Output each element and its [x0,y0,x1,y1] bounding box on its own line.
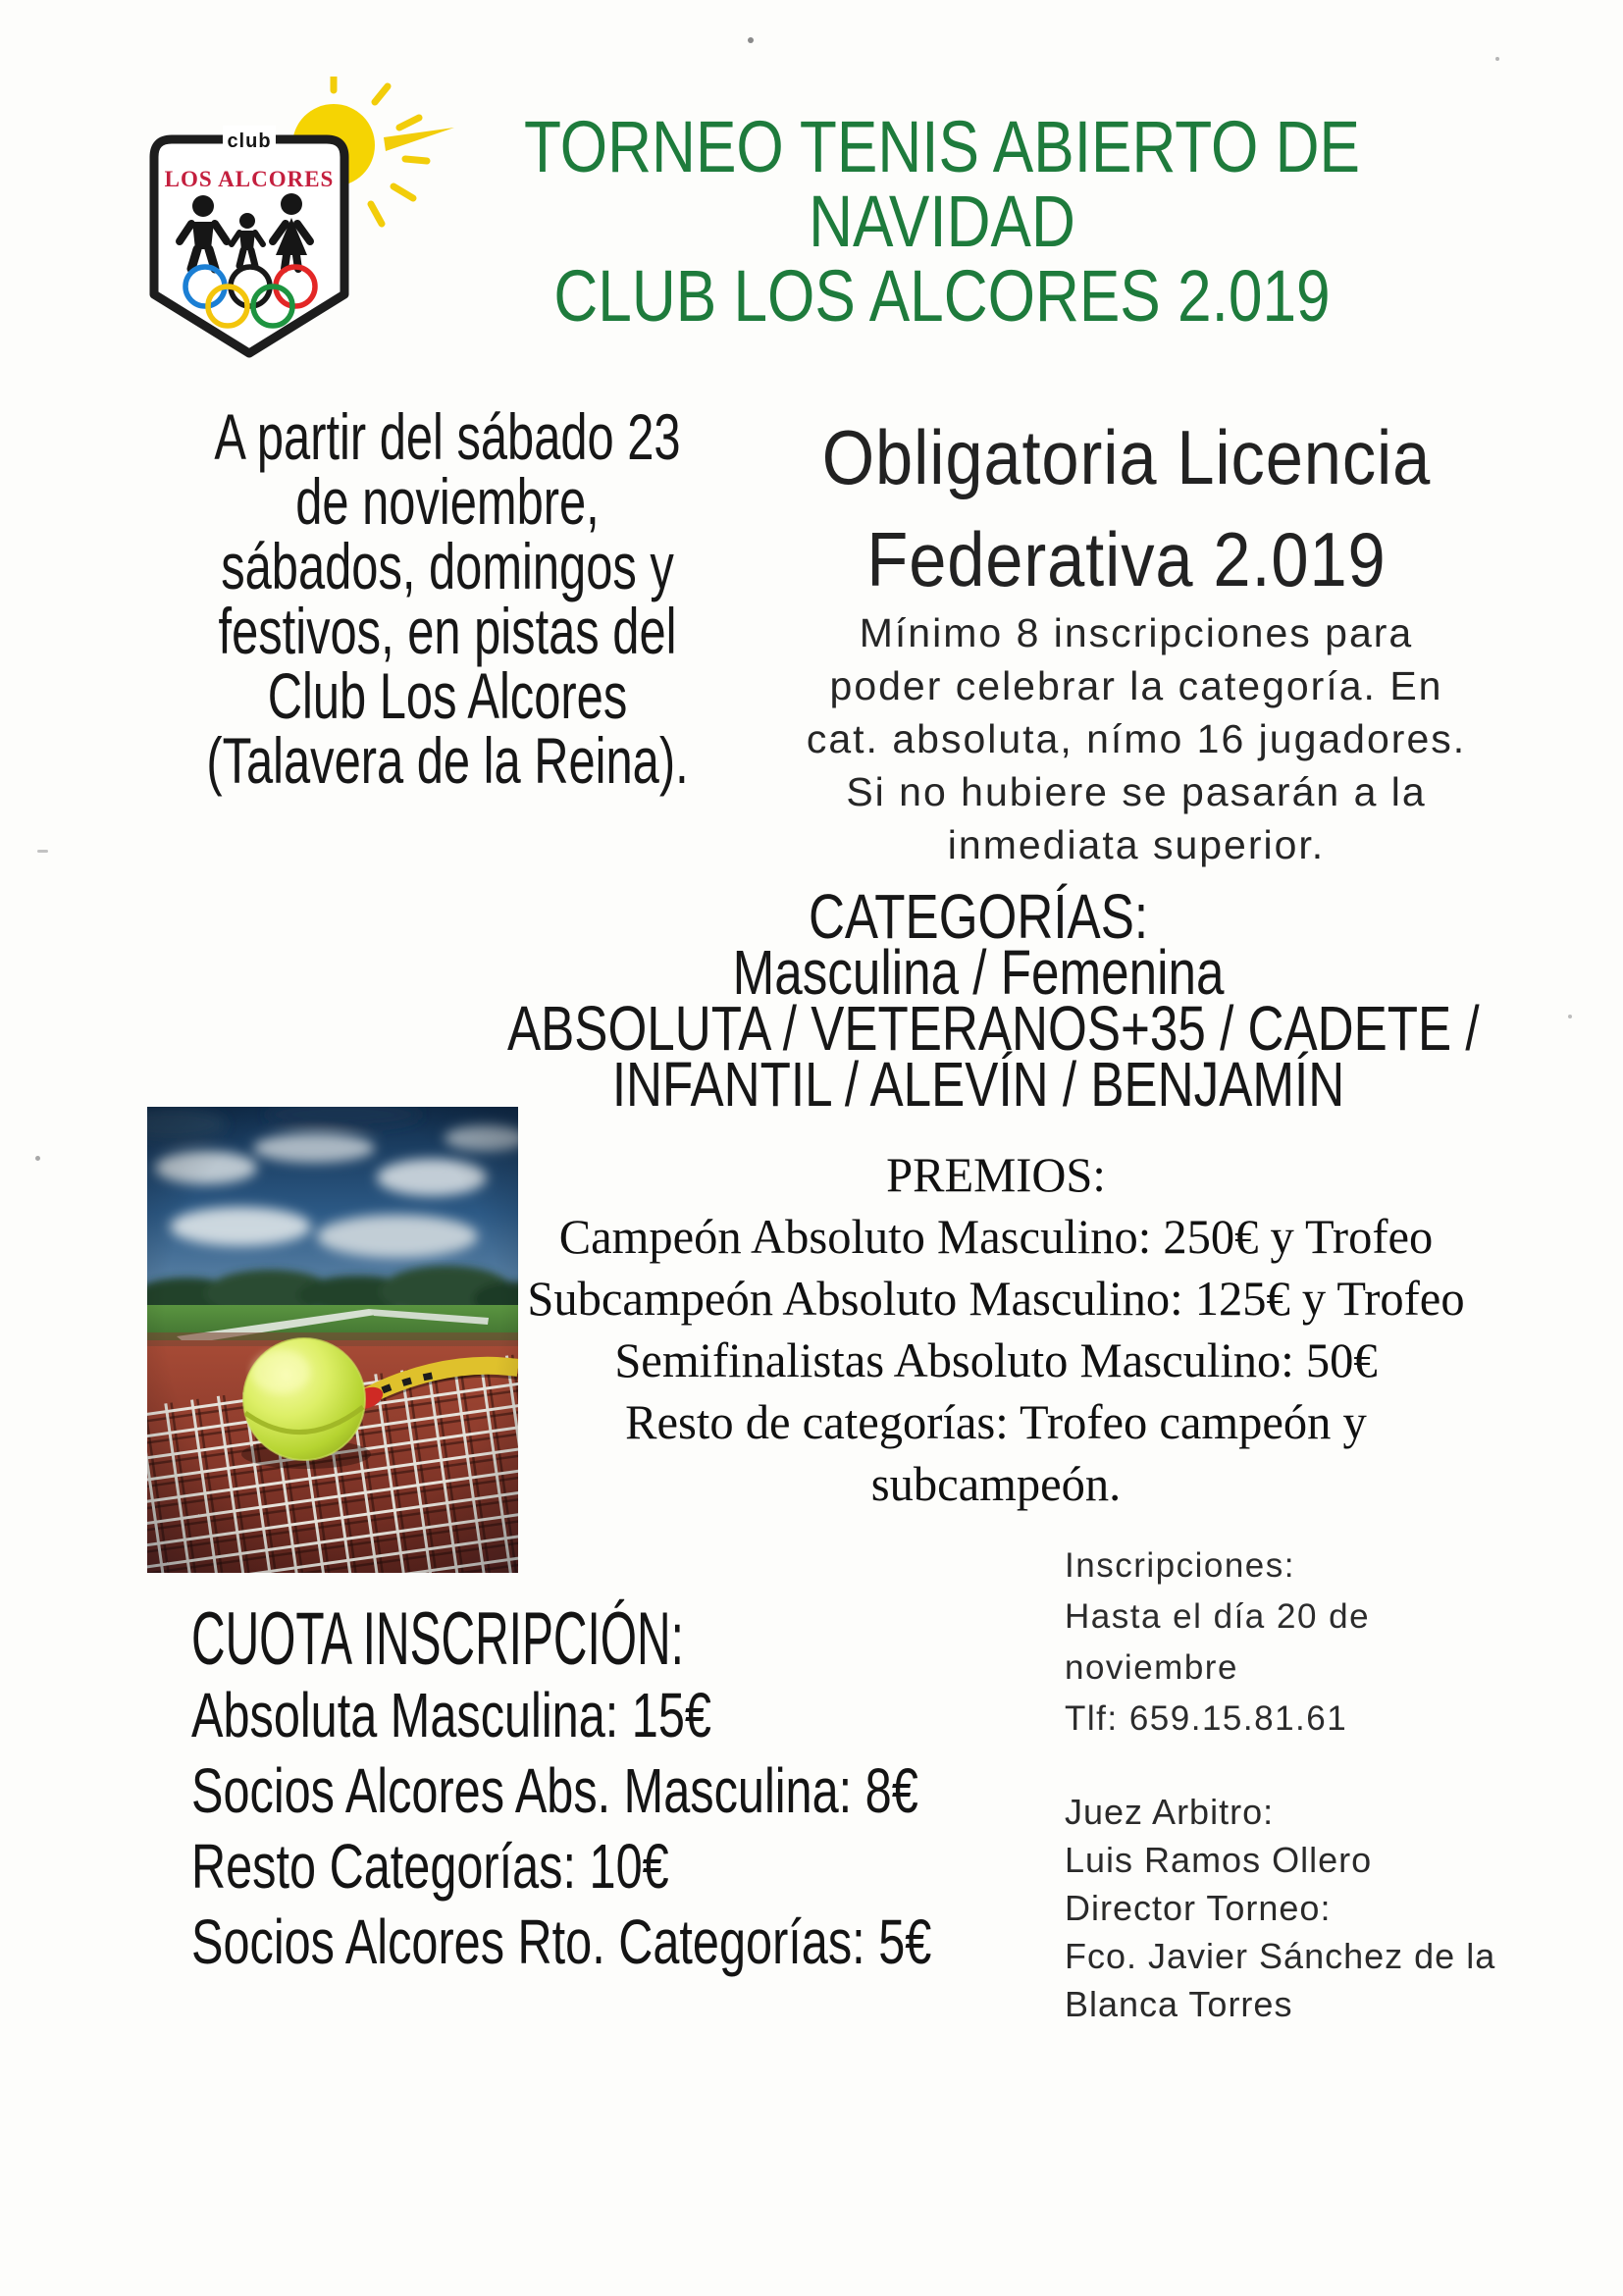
club-name: LOS ALCORES [164,167,335,191]
fee-line: Resto Categorías: 10€ [191,1831,669,1902]
scan-artifact [1495,57,1499,61]
categories-section [507,881,1480,1120]
prize-line: Resto de categorías: Trofeo campeón y [625,1394,1367,1449]
prize-line: Semifinalistas Absoluto Masculino: 50€ [614,1332,1378,1387]
officials-line: Juez Arbitro: [1065,1792,1275,1832]
prize-line: Campeón Absoluto Masculino: 250€ y Trofeo [558,1209,1434,1264]
scan-artifact [748,37,754,43]
license-note-line: Mínimo 8 inscripciones para [859,610,1414,655]
prizes-section [473,1144,1520,1515]
inscriptions-info [1065,1540,1370,1745]
title-line: CLUB LOS ALCORES 2.019 [553,255,1331,337]
categories-line: INFANTIL / ALEVÍN / BENJAMÍN [611,1049,1345,1120]
club-logo [93,77,456,371]
schedule-line: sábados, domingos y [221,530,674,602]
scan-artifact [35,1156,40,1161]
license-note-line: cat. absoluta, nímo 16 jugadores. [806,716,1467,761]
fee-line: Socios Alcores Abs. Masculina: 8€ [191,1755,918,1826]
license-note [744,606,1529,871]
prize-line: subcampeón. [870,1456,1122,1511]
inscriptions-line: Tlf: 659.15.81.61 [1065,1699,1348,1738]
prize-line: Subcampeón Absoluto Masculino: 125€ y Trofeo [527,1271,1465,1326]
officials-line: Fco. Javier Sánchez de la [1065,1936,1496,1976]
officials-line: Luis Ramos Ollero [1065,1840,1373,1880]
schedule-line: festivos, en pistas del [218,595,677,667]
categories-line: ABSOLUTA / VETERANOS+35 / CADETE / [507,993,1480,1064]
license-heading [781,406,1472,610]
poster-title [489,106,1395,337]
title-line: NAVIDAD [809,181,1075,262]
schedule-text [193,400,702,797]
title-line: TORNEO TENIS ABIERTO DE [523,106,1361,187]
categories-heading: CATEGORÍAS: [808,881,1149,952]
officials-line: Director Torneo: [1065,1888,1332,1928]
fee-line: Absoluta Masculina: 15€ [191,1680,711,1750]
license-note-line: inmediata superior. [947,822,1326,867]
fees-heading: CUOTA INSCRIPCIÓN: [191,1597,684,1681]
prizes-heading: PREMIOS: [886,1147,1106,1202]
inscriptions-line: Inscripciones: [1065,1546,1295,1585]
scan-artifact [1568,1015,1572,1018]
fee-line: Socios Alcores Rto. Categorías: 5€ [191,1906,932,1977]
inscriptions-line: noviembre [1065,1648,1238,1687]
license-note-line: Si no hubiere se pasarán a la [846,769,1427,814]
officials-info [1065,1788,1495,2028]
tennis-photo [147,1107,518,1573]
license-heading-line: Federativa 2.019 [866,516,1387,602]
officials-line: Blanca Torres [1065,1984,1293,2024]
license-heading-line: Obligatoria Licencia [821,414,1432,500]
schedule-line: (Talavera de la Reina). [206,724,689,797]
club-label: club [227,130,272,152]
categories-line: Masculina / Femenina [732,937,1225,1008]
schedule-line: A partir del sábado 23 [214,400,681,473]
scan-artifact [37,850,48,853]
inscriptions-line: Hasta el día 20 de [1065,1597,1371,1636]
schedule-line: de noviembre, [295,465,600,538]
club-shield [154,126,344,353]
license-note-line: poder celebrar la categoría. En [829,663,1443,708]
schedule-line: Club Los Alcores [267,659,628,732]
